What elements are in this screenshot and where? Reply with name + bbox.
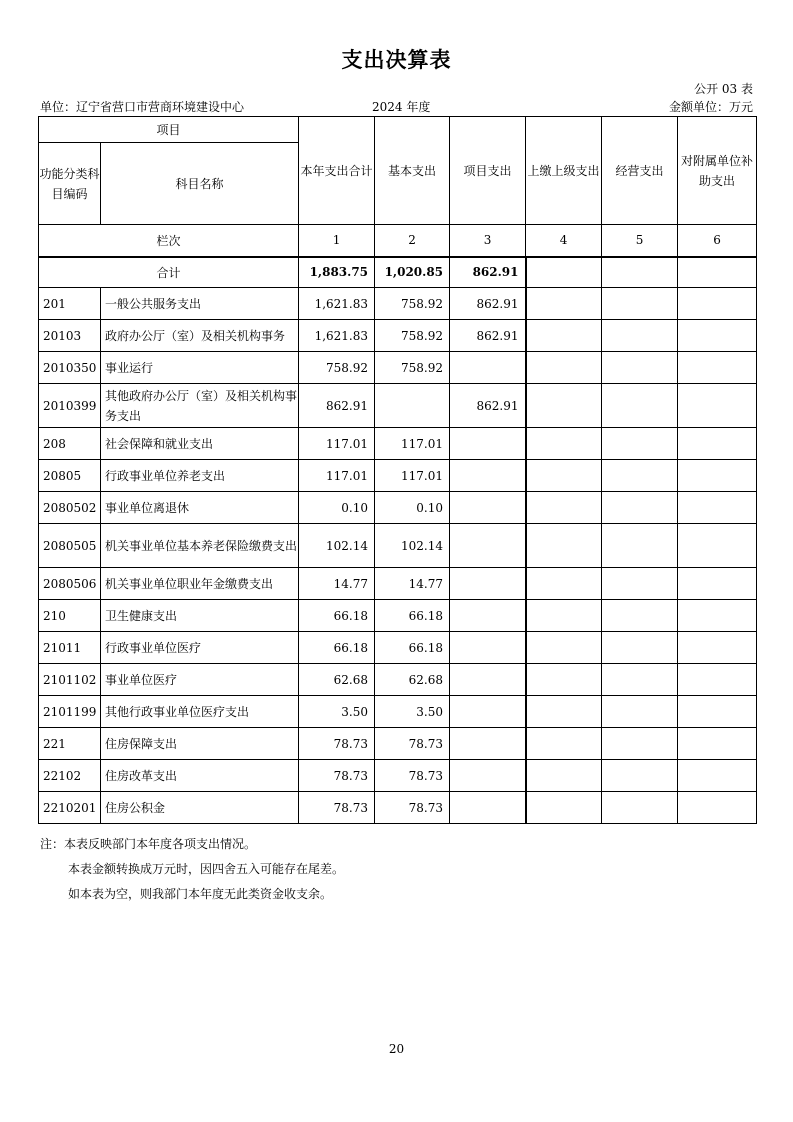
business-expense (602, 320, 678, 352)
table-row (39, 352, 757, 384)
business-expense (602, 352, 678, 384)
subject-name: 行政事业单位医疗 (101, 632, 299, 664)
upper-expense (526, 288, 602, 320)
subsidy-expense (678, 492, 757, 524)
project-expense (450, 728, 526, 760)
basic-expense: 758.92 (375, 288, 450, 320)
table-row (39, 696, 757, 728)
project-expense: 862.91 (450, 288, 526, 320)
upper-expense (526, 352, 602, 384)
table-row (39, 384, 757, 428)
project-expense (450, 632, 526, 664)
index-cell: 1 (299, 225, 375, 257)
basic-expense: 117.01 (375, 428, 450, 460)
business-expense (602, 384, 678, 428)
subject-name: 住房改革支出 (101, 760, 299, 792)
page-title: 支出决算表 (341, 48, 452, 72)
project-expense (450, 600, 526, 632)
project-expense (450, 460, 526, 492)
header-project-expense: 项目支出 (450, 117, 526, 225)
fiscal-year: 2024 年度 (372, 100, 431, 114)
subject-code: 22102 (39, 760, 101, 792)
table-row (39, 664, 757, 696)
subject-code: 201 (39, 288, 101, 320)
basic-expense: 102.14 (375, 524, 450, 568)
basic-expense: 758.92 (375, 352, 450, 384)
total-expense: 62.68 (299, 664, 375, 696)
project-expense (450, 696, 526, 728)
basic-expense: 758.92 (375, 320, 450, 352)
basic-expense (375, 384, 450, 428)
subsidy-expense (678, 792, 757, 824)
upper-expense (526, 600, 602, 632)
upper-expense (526, 760, 602, 792)
table-row (39, 460, 757, 492)
total-expense: 66.18 (299, 600, 375, 632)
upper-expense (526, 696, 602, 728)
header-upper: 上缴上级支出 (526, 117, 602, 225)
total-row-label: 合计 (39, 257, 299, 288)
subsidy-expense (678, 288, 757, 320)
subsidy-expense (678, 460, 757, 492)
business-expense (602, 568, 678, 600)
subject-name: 一般公共服务支出 (101, 288, 299, 320)
subject-code: 2010350 (39, 352, 101, 384)
subject-name: 其他政府办公厅（室）及相关机构事务支出 (101, 384, 299, 428)
header-subsidy: 对附属单位补助支出 (678, 117, 757, 225)
subject-name: 事业单位医疗 (101, 664, 299, 696)
subject-name: 住房公积金 (101, 792, 299, 824)
total-expense: 117.01 (299, 460, 375, 492)
basic-expense: 66.18 (375, 600, 450, 632)
table-row (39, 568, 757, 600)
upper-expense (526, 492, 602, 524)
header-project: 项目 (39, 117, 299, 143)
total-expense: 78.73 (299, 792, 375, 824)
header-subject-name: 科目名称 (101, 143, 299, 225)
business-expense (602, 792, 678, 824)
subsidy-expense (678, 760, 757, 792)
subject-code: 2010399 (39, 384, 101, 428)
project-expense (450, 664, 526, 696)
business-expense (602, 428, 678, 460)
business-expense (602, 632, 678, 664)
index-row-label: 栏次 (39, 225, 299, 257)
subject-name: 事业运行 (101, 352, 299, 384)
subsidy-expense (678, 664, 757, 696)
page-number: 20 (388, 1042, 405, 1056)
basic-expense: 78.73 (375, 728, 450, 760)
business-expense (602, 288, 678, 320)
upper-expense (526, 632, 602, 664)
total-cell: 1,883.75 (299, 257, 375, 288)
project-expense (450, 428, 526, 460)
subject-code: 2080502 (39, 492, 101, 524)
upper-expense (526, 320, 602, 352)
project-expense: 862.91 (450, 320, 526, 352)
project-expense (450, 792, 526, 824)
upper-expense (526, 460, 602, 492)
upper-expense (526, 428, 602, 460)
subject-code: 208 (39, 428, 101, 460)
table-row (39, 728, 757, 760)
total-cell (602, 257, 678, 288)
table-row (39, 288, 757, 320)
project-expense (450, 568, 526, 600)
subject-code: 2101199 (39, 696, 101, 728)
header-func-code: 功能分类科目编码 (39, 143, 101, 225)
note-line: 注：本表反映部门本年度各项支出情况。 (40, 837, 257, 851)
business-expense (602, 664, 678, 696)
subsidy-expense (678, 696, 757, 728)
total-expense: 1,621.83 (299, 320, 375, 352)
subject-name: 社会保障和就业支出 (101, 428, 299, 460)
business-expense (602, 460, 678, 492)
table-row (39, 600, 757, 632)
table-row (39, 524, 757, 568)
upper-expense (526, 728, 602, 760)
upper-expense (526, 568, 602, 600)
subsidy-expense (678, 600, 757, 632)
business-expense (602, 492, 678, 524)
total-expense: 102.14 (299, 524, 375, 568)
subject-name: 机关事业单位基本养老保险缴费支出 (101, 524, 299, 568)
total-expense: 78.73 (299, 760, 375, 792)
total-expense: 0.10 (299, 492, 375, 524)
table-row (39, 320, 757, 352)
total-expense: 3.50 (299, 696, 375, 728)
subsidy-expense (678, 728, 757, 760)
business-expense (602, 760, 678, 792)
index-cell: 5 (602, 225, 678, 257)
subject-code: 2080505 (39, 524, 101, 568)
table-row (39, 632, 757, 664)
total-expense: 758.92 (299, 352, 375, 384)
total-expense: 78.73 (299, 728, 375, 760)
header-business: 经营支出 (602, 117, 678, 225)
subject-name: 其他行政事业单位医疗支出 (101, 696, 299, 728)
index-cell: 4 (526, 225, 602, 257)
subsidy-expense (678, 632, 757, 664)
business-expense (602, 524, 678, 568)
subject-code: 221 (39, 728, 101, 760)
total-cell (526, 257, 602, 288)
subject-code: 2080506 (39, 568, 101, 600)
basic-expense: 117.01 (375, 460, 450, 492)
total-cell: 862.91 (450, 257, 526, 288)
index-cell: 3 (450, 225, 526, 257)
upper-expense (526, 792, 602, 824)
total-expense: 14.77 (299, 568, 375, 600)
index-cell: 6 (678, 225, 757, 257)
subsidy-expense (678, 320, 757, 352)
table-row (39, 492, 757, 524)
form-number: 公开 03 表 (694, 82, 753, 96)
subject-code: 2101102 (39, 664, 101, 696)
basic-expense: 66.18 (375, 632, 450, 664)
total-expense: 862.91 (299, 384, 375, 428)
upper-expense (526, 664, 602, 696)
expenditure-table (38, 116, 757, 824)
subject-code: 2210201 (39, 792, 101, 824)
subsidy-expense (678, 384, 757, 428)
subject-name: 住房保障支出 (101, 728, 299, 760)
upper-expense (526, 384, 602, 428)
total-cell: 1,020.85 (375, 257, 450, 288)
total-expense: 1,621.83 (299, 288, 375, 320)
subsidy-expense (678, 428, 757, 460)
table-row (39, 428, 757, 460)
header-basic: 基本支出 (375, 117, 450, 225)
index-cell: 2 (375, 225, 450, 257)
subsidy-expense (678, 352, 757, 384)
basic-expense: 78.73 (375, 792, 450, 824)
subject-name: 机关事业单位职业年金缴费支出 (101, 568, 299, 600)
subsidy-expense (678, 524, 757, 568)
basic-expense: 62.68 (375, 664, 450, 696)
note-line: 本表金额转换成万元时，因四舍五入可能存在尾差。 (68, 862, 345, 876)
project-expense: 862.91 (450, 384, 526, 428)
subject-name: 行政事业单位养老支出 (101, 460, 299, 492)
total-expense: 117.01 (299, 428, 375, 460)
subject-name: 事业单位离退休 (101, 492, 299, 524)
business-expense (602, 696, 678, 728)
subject-name: 卫生健康支出 (101, 600, 299, 632)
project-expense (450, 352, 526, 384)
subsidy-expense (678, 568, 757, 600)
subject-code: 210 (39, 600, 101, 632)
project-expense (450, 492, 526, 524)
basic-expense: 78.73 (375, 760, 450, 792)
total-cell (678, 257, 757, 288)
project-expense (450, 760, 526, 792)
amount-unit: 金额单位：万元 (668, 100, 753, 114)
subject-name: 政府办公厅（室）及相关机构事务 (101, 320, 299, 352)
reporting-unit: 单位：辽宁省营口市营商环境建设中心 (40, 100, 245, 114)
subject-code: 20103 (39, 320, 101, 352)
table-row (39, 760, 757, 792)
business-expense (602, 728, 678, 760)
total-expense: 66.18 (299, 632, 375, 664)
table-row (39, 792, 757, 824)
basic-expense: 14.77 (375, 568, 450, 600)
header-total: 本年支出合计 (299, 117, 375, 225)
subject-code: 21011 (39, 632, 101, 664)
business-expense (602, 600, 678, 632)
note-line: 如本表为空，则我部门本年度无此类资金收支余。 (68, 887, 333, 901)
basic-expense: 3.50 (375, 696, 450, 728)
upper-expense (526, 524, 602, 568)
project-expense (450, 524, 526, 568)
subject-code: 20805 (39, 460, 101, 492)
basic-expense: 0.10 (375, 492, 450, 524)
